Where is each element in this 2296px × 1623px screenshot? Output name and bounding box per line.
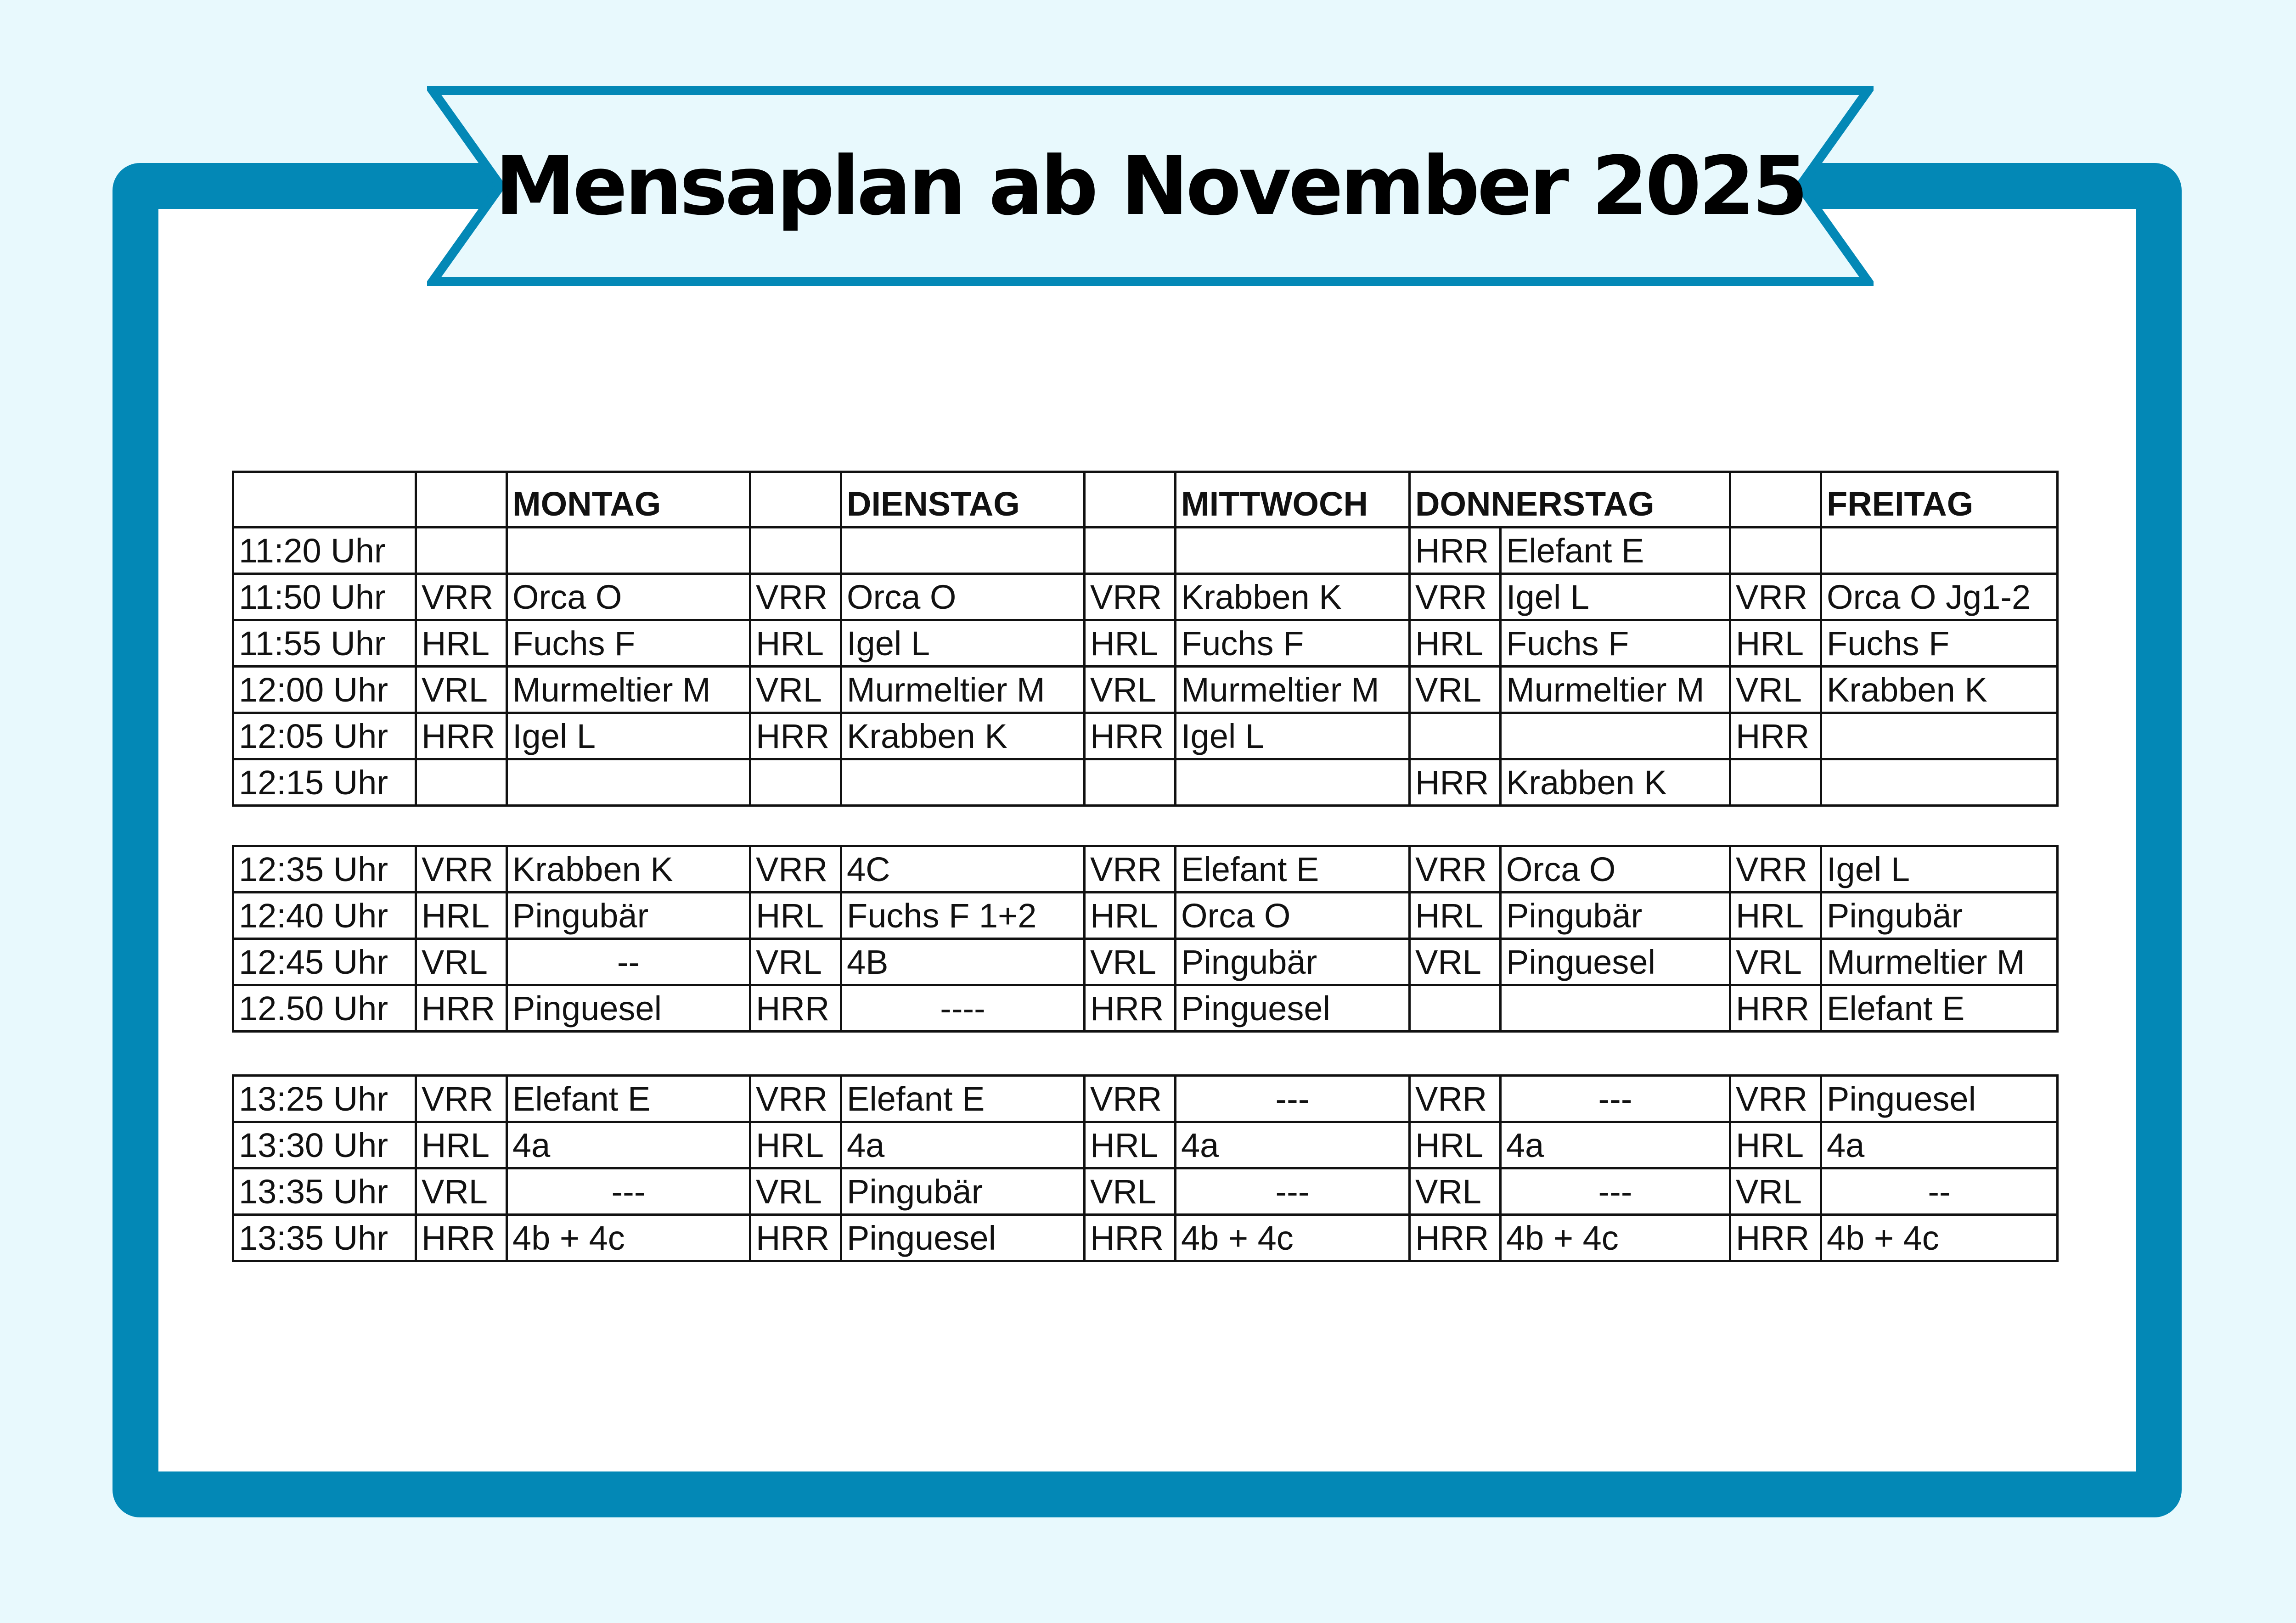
group-cell: Fuchs F bbox=[507, 620, 750, 667]
group-cell: Krabben K bbox=[841, 713, 1085, 759]
room-code-cell: HRL bbox=[416, 1122, 507, 1168]
room-code-cell: VRR bbox=[1085, 846, 1176, 893]
time-cell: 13:30 Uhr bbox=[233, 1122, 416, 1168]
time-cell: 11:20 Uhr bbox=[233, 528, 416, 574]
schedule-row bbox=[233, 528, 2058, 574]
group-cell: Pingubär bbox=[507, 893, 750, 939]
group-cell: Krabben K bbox=[1501, 759, 1730, 806]
group-cell: Igel L bbox=[1501, 574, 1730, 620]
room-code-cell: HRL bbox=[1085, 893, 1176, 939]
room-code-cell bbox=[1730, 528, 1821, 574]
room-code-cell: HRR bbox=[416, 985, 507, 1032]
room-code-cell: VRR bbox=[1410, 1076, 1501, 1122]
time-cell: 11:55 Uhr bbox=[233, 620, 416, 667]
room-code-cell: VRR bbox=[1085, 574, 1176, 620]
group-cell: Orca O bbox=[507, 574, 750, 620]
group-cell: 4b + 4c bbox=[1821, 1215, 2058, 1261]
group-cell: Pingubär bbox=[1501, 893, 1730, 939]
group-cell: Pinguesel bbox=[1821, 1076, 2058, 1122]
room-code-cell: HRR bbox=[750, 1215, 841, 1261]
group-cell: Elefant E bbox=[841, 1076, 1085, 1122]
group-cell: Pinguesel bbox=[507, 985, 750, 1032]
group-cell: 4a bbox=[841, 1122, 1085, 1168]
room-code-cell bbox=[416, 759, 507, 806]
group-cell: Krabben K bbox=[507, 846, 750, 893]
group-cell: Murmeltier M bbox=[1501, 667, 1730, 713]
room-code-cell: VRL bbox=[1085, 667, 1176, 713]
room-code-cell: VRR bbox=[416, 846, 507, 893]
day-header-donnerstag: DONNERSTAG bbox=[1410, 472, 1730, 528]
time-cell: 13:25 Uhr bbox=[233, 1076, 416, 1122]
schedule-row bbox=[233, 1076, 2058, 1122]
room-code-cell: HRL bbox=[416, 893, 507, 939]
group-cell: 4b + 4c bbox=[1501, 1215, 1730, 1261]
group-cell: Fuchs F 1+2 bbox=[841, 893, 1085, 939]
room-code-cell: HRL bbox=[1730, 1122, 1821, 1168]
group-cell: Igel L bbox=[1821, 846, 2058, 893]
room-code-cell: HRR bbox=[1085, 713, 1176, 759]
group-cell: Orca O bbox=[1501, 846, 1730, 893]
group-cell: Pinguesel bbox=[1176, 985, 1410, 1032]
day-header-freitag: FREITAG bbox=[1821, 472, 2058, 528]
group-cell: Igel L bbox=[507, 713, 750, 759]
page-title: Mensaplan ab November 2025 bbox=[495, 139, 1806, 233]
header-empty-code bbox=[1730, 472, 1821, 528]
room-code-cell: VRR bbox=[1730, 846, 1821, 893]
group-cell: Pingubär bbox=[841, 1168, 1085, 1215]
group-cell: Pingubär bbox=[1176, 939, 1410, 985]
header-empty-code bbox=[750, 472, 841, 528]
group-cell bbox=[1501, 713, 1730, 759]
room-code-cell: HRL bbox=[1730, 620, 1821, 667]
schedule-table-block-3 bbox=[232, 1074, 2059, 1262]
schedule-row bbox=[233, 574, 2058, 620]
group-cell: Murmeltier M bbox=[1176, 667, 1410, 713]
room-code-cell: VRR bbox=[1410, 574, 1501, 620]
time-cell: 12:45 Uhr bbox=[233, 939, 416, 985]
group-cell: Orca O bbox=[1176, 893, 1410, 939]
group-cell: Elefant E bbox=[1176, 846, 1410, 893]
room-code-cell bbox=[1410, 985, 1501, 1032]
time-cell: 13:35 Uhr bbox=[233, 1215, 416, 1261]
room-code-cell: HRR bbox=[1730, 1215, 1821, 1261]
day-header-mittwoch: MITTWOCH bbox=[1176, 472, 1410, 528]
group-cell: --- bbox=[1501, 1076, 1730, 1122]
group-cell: Krabben K bbox=[1176, 574, 1410, 620]
schedule-table-block-1 bbox=[232, 471, 2059, 807]
group-cell: 4a bbox=[507, 1122, 750, 1168]
room-code-cell: VRL bbox=[1730, 667, 1821, 713]
group-cell bbox=[1821, 759, 2058, 806]
group-cell: Fuchs F bbox=[1821, 620, 2058, 667]
group-cell: Krabben K bbox=[1821, 667, 2058, 713]
schedule-table-block-2 bbox=[232, 845, 2059, 1033]
group-cell bbox=[841, 528, 1085, 574]
time-cell: 12.50 Uhr bbox=[233, 985, 416, 1032]
room-code-cell: VRR bbox=[750, 846, 841, 893]
group-cell: Pinguesel bbox=[841, 1215, 1085, 1261]
room-code-cell: VRR bbox=[1730, 1076, 1821, 1122]
group-cell bbox=[1501, 985, 1730, 1032]
group-cell bbox=[1821, 713, 2058, 759]
room-code-cell: VRR bbox=[750, 574, 841, 620]
room-code-cell: VRL bbox=[1730, 1168, 1821, 1215]
room-code-cell: VRL bbox=[1410, 667, 1501, 713]
room-code-cell: HRL bbox=[750, 1122, 841, 1168]
group-cell: Pingubär bbox=[1821, 893, 2058, 939]
time-cell: 12:00 Uhr bbox=[233, 667, 416, 713]
group-cell: Igel L bbox=[841, 620, 1085, 667]
room-code-cell: HRR bbox=[1730, 985, 1821, 1032]
room-code-cell: VRL bbox=[1410, 939, 1501, 985]
group-cell: Igel L bbox=[1176, 713, 1410, 759]
schedule-row bbox=[233, 620, 2058, 667]
group-cell: Orca O bbox=[841, 574, 1085, 620]
group-cell: Fuchs F bbox=[1501, 620, 1730, 667]
group-cell bbox=[1821, 528, 2058, 574]
schedule-row bbox=[233, 1215, 2058, 1261]
room-code-cell: HRR bbox=[750, 985, 841, 1032]
group-cell: 4a bbox=[1821, 1122, 2058, 1168]
room-code-cell: VRR bbox=[416, 1076, 507, 1122]
room-code-cell: HRR bbox=[416, 713, 507, 759]
group-cell: 4a bbox=[1176, 1122, 1410, 1168]
room-code-cell: HRL bbox=[416, 620, 507, 667]
group-cell: 4b + 4c bbox=[1176, 1215, 1410, 1261]
time-cell: 13:35 Uhr bbox=[233, 1168, 416, 1215]
group-cell: 4B bbox=[841, 939, 1085, 985]
room-code-cell: VRL bbox=[750, 667, 841, 713]
schedule-frame bbox=[113, 163, 2182, 1517]
room-code-cell: VRR bbox=[1085, 1076, 1176, 1122]
group-cell: ---- bbox=[841, 985, 1085, 1032]
room-code-cell: HRR bbox=[1410, 1215, 1501, 1261]
room-code-cell: HRR bbox=[750, 713, 841, 759]
schedule-row bbox=[233, 713, 2058, 759]
room-code-cell bbox=[1730, 759, 1821, 806]
group-cell: 4b + 4c bbox=[507, 1215, 750, 1261]
room-code-cell: HRL bbox=[1410, 893, 1501, 939]
room-code-cell: HRR bbox=[416, 1215, 507, 1261]
room-code-cell: VRR bbox=[750, 1076, 841, 1122]
time-cell: 11:50 Uhr bbox=[233, 574, 416, 620]
room-code-cell: HRL bbox=[1410, 1122, 1501, 1168]
schedule-row bbox=[233, 846, 2058, 893]
header-empty-time bbox=[233, 472, 416, 528]
room-code-cell bbox=[1085, 528, 1176, 574]
time-cell: 12:05 Uhr bbox=[233, 713, 416, 759]
room-code-cell: VRR bbox=[1410, 846, 1501, 893]
schedule-row bbox=[233, 939, 2058, 985]
room-code-cell: HRL bbox=[750, 893, 841, 939]
room-code-cell: VRL bbox=[1085, 939, 1176, 985]
room-code-cell bbox=[750, 528, 841, 574]
group-cell: Fuchs F bbox=[1176, 620, 1410, 667]
group-cell: Elefant E bbox=[1501, 528, 1730, 574]
group-cell: Elefant E bbox=[1821, 985, 2058, 1032]
schedule-row bbox=[233, 759, 2058, 806]
title-banner bbox=[427, 85, 1874, 287]
room-code-cell: VRL bbox=[416, 1168, 507, 1215]
room-code-cell: HRR bbox=[1085, 985, 1176, 1032]
room-code-cell bbox=[750, 759, 841, 806]
room-code-cell: VRL bbox=[750, 1168, 841, 1215]
group-cell: -- bbox=[1821, 1168, 2058, 1215]
room-code-cell: VRR bbox=[416, 574, 507, 620]
day-header-montag: MONTAG bbox=[507, 472, 750, 528]
room-code-cell: VRL bbox=[416, 667, 507, 713]
room-code-cell: HRR bbox=[1085, 1215, 1176, 1261]
group-cell: --- bbox=[1501, 1168, 1730, 1215]
schedule-row bbox=[233, 985, 2058, 1032]
group-cell: Murmeltier M bbox=[841, 667, 1085, 713]
group-cell: --- bbox=[507, 1168, 750, 1215]
group-cell: 4a bbox=[1501, 1122, 1730, 1168]
room-code-cell: VRL bbox=[750, 939, 841, 985]
room-code-cell: HRR bbox=[1730, 713, 1821, 759]
group-cell: Pinguesel bbox=[1501, 939, 1730, 985]
group-cell: 4C bbox=[841, 846, 1085, 893]
group-cell bbox=[507, 759, 750, 806]
schedule-row bbox=[233, 667, 2058, 713]
schedule-row bbox=[233, 1168, 2058, 1215]
group-cell: --- bbox=[1176, 1076, 1410, 1122]
room-code-cell: VRR bbox=[1730, 574, 1821, 620]
room-code-cell: HRR bbox=[1410, 528, 1501, 574]
day-header-dienstag: DIENSTAG bbox=[841, 472, 1085, 528]
schedule-row bbox=[233, 1122, 2058, 1168]
time-cell: 12:35 Uhr bbox=[233, 846, 416, 893]
group-cell bbox=[1176, 528, 1410, 574]
room-code-cell: HRL bbox=[1085, 620, 1176, 667]
room-code-cell: VRL bbox=[1085, 1168, 1176, 1215]
group-cell bbox=[1176, 759, 1410, 806]
group-cell: Murmeltier M bbox=[507, 667, 750, 713]
group-cell: Elefant E bbox=[507, 1076, 750, 1122]
group-cell: -- bbox=[507, 939, 750, 985]
group-cell: Murmeltier M bbox=[1821, 939, 2058, 985]
room-code-cell: VRL bbox=[1410, 1168, 1501, 1215]
room-code-cell: HRL bbox=[1730, 893, 1821, 939]
room-code-cell: VRL bbox=[416, 939, 507, 985]
time-cell: 12:40 Uhr bbox=[233, 893, 416, 939]
group-cell: --- bbox=[1176, 1168, 1410, 1215]
header-empty-code bbox=[1085, 472, 1176, 528]
group-cell bbox=[841, 759, 1085, 806]
room-code-cell: HRL bbox=[1410, 620, 1501, 667]
room-code-cell: HRL bbox=[750, 620, 841, 667]
group-cell bbox=[507, 528, 750, 574]
room-code-cell bbox=[1410, 713, 1501, 759]
room-code-cell bbox=[416, 528, 507, 574]
group-cell: Orca O Jg1-2 bbox=[1821, 574, 2058, 620]
schedule-row bbox=[233, 893, 2058, 939]
room-code-cell: HRR bbox=[1410, 759, 1501, 806]
time-cell: 12:15 Uhr bbox=[233, 759, 416, 806]
room-code-cell: VRL bbox=[1730, 939, 1821, 985]
room-code-cell: HRL bbox=[1085, 1122, 1176, 1168]
day-header-row bbox=[233, 472, 2058, 528]
header-empty-code bbox=[416, 472, 507, 528]
room-code-cell bbox=[1085, 759, 1176, 806]
